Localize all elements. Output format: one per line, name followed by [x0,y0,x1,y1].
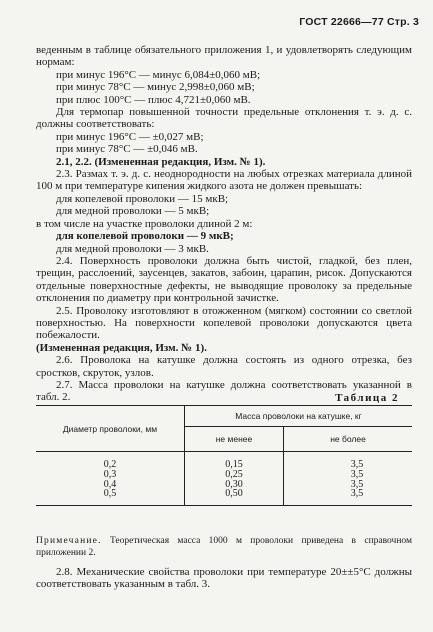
diameter-values [36,452,185,506]
body-text [36,44,412,404]
clause-2-4: 2.4. Поверхность проволоки должна быть чистой, гладкой, без плен, трещин, расслоений, заусенцев, закатов, забоин, царапин, рисок. Допускаются отдельные поверхностные дефекты, не выводящие проволоку за предельные отклонения по диаметру при контрольной зачистке. [36,254,412,305]
clause-2-3-sub: в том числе на участке проволоки длиной 2 м: [36,217,253,230]
norm-line-3: при плюс 100°С — плюс 4,721±0,060 мВ. [56,93,251,106]
page-header: ГОСТ 22666—77 Стр. 3 [299,16,419,28]
precision-line-1: при минус 196°С — ±0,027 мВ; [56,130,204,143]
norm-line-2: при минус 78°С — минус 2,998±0,060 мВ; [56,81,255,94]
precision-line-2: при минус 78°С — ±0,046 мВ. [56,143,198,156]
table-cell: 0,30 [225,478,243,490]
table-cell: 0,5 [103,488,117,500]
table-cell: 3,5 [350,468,364,480]
norm-line-1: при минус 196°С — минус 6,084±0,060 мВ; [56,68,261,81]
clause-2-3: 2.3. Размах т. э. д. с. неоднородности на любых отрезках материала длиной 100 м при температуре кипения жидкого азота не должен превышать: [36,168,412,193]
amendment-note-1: 2.1, 2.2. (Измененная редакция, Изм. № 1). [56,155,266,168]
table-note [36,536,412,559]
clause-2-3-copel: для копелевой проволоки — 15 мкВ; [56,192,229,205]
max-values [284,452,413,506]
amendment-note-2: (Измененная редакция, Изм. № 1). [36,341,207,354]
table-cell: 3,5 [350,478,364,490]
note-label: Примечание. [36,536,102,546]
clause-2-3-copel-2m: для копелевой проволоки — 9 мкВ; [56,230,234,243]
table-cell: 3,5 [350,459,364,470]
table-cell: 0,4 [103,478,117,490]
table-cell: 0,25 [225,468,243,480]
header-min: не менее [185,427,284,452]
clause-2-6: 2.6. Проволока на катушке должна состоять из одного отрезка, без сростков, скруток, узлов. [36,354,412,379]
table-cell: 0,50 [225,488,243,500]
min-values [185,452,284,506]
table-cell: 3,5 [350,488,364,500]
clause-2-3-copper: для медной проволоки — 5 мкВ; [56,205,210,218]
clause-2-8-text: 2.8. Механические свойства проволоки при температуре 20±±5°С должны соответствовать указанным в табл. 3. [36,566,412,591]
clause-2-3-copper-2m: для медной проволоки — 3 мкВ. [56,242,209,255]
header-diameter: Диаметр проволоки, мм [36,406,185,452]
clause-2-5: 2.5. Проволоку изготовляют в отожженном (мягком) состоянии со светлой поверхностью. На поверхности копелевой проволоки допускаются цвета побежалости. [36,304,412,342]
note-text: Теоретическая масса 1000 м проволоки приведена в справочном приложении 2. [36,536,412,558]
header-mass: Масса проволоки на катушке, кг [185,406,413,427]
paragraph-cont: веденным в таблице обязательного приложения 1, и удовлетворять следующим нормам: [36,44,412,69]
table-cell: 0,3 [103,468,117,480]
table-cell: 0,2 [103,459,117,470]
clause-2-8 [36,566,412,591]
table-caption: Таблица 2 [335,392,399,404]
table-2 [36,405,412,506]
paragraph-precision: Для термопар повышенной точности предельные отклонения т. э. д. с. должны соответствовать: [36,106,412,131]
table-cell: 0,15 [225,459,243,470]
clause-2-7: 2.7. Масса проволоки на катушке должна соответствовать указанной в табл. 2. [36,378,412,404]
header-max: не более [284,427,413,452]
